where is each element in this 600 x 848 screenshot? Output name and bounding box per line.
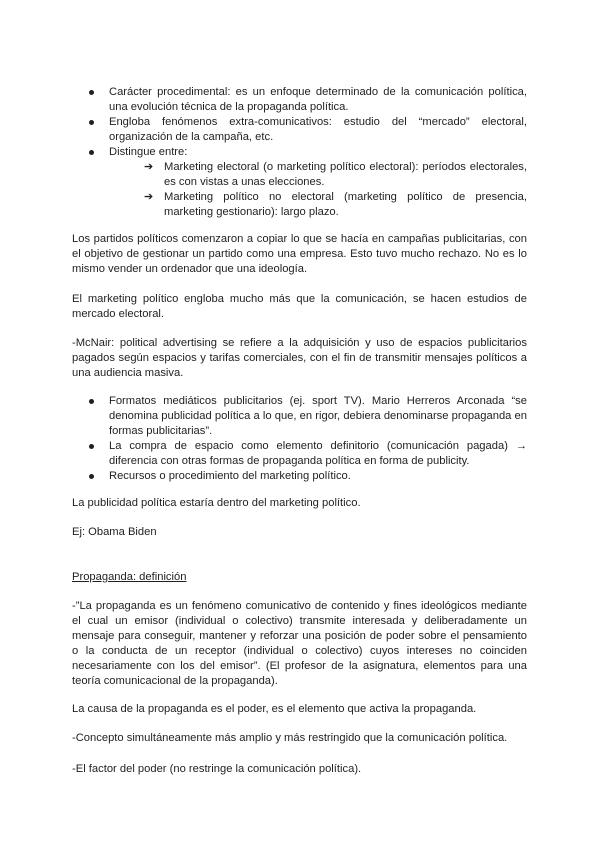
paragraph: -Concepto simultáneamente más amplio y más restringido que la comunicación política.	[72, 732, 508, 744]
arrow-right-icon: ➔	[144, 161, 154, 173]
list-item	[72, 85, 527, 115]
sub-list-item	[127, 190, 527, 220]
paragraph: Ej: Obama Biden	[72, 526, 157, 538]
list-item-text: Distingue entre:	[109, 146, 188, 158]
list-item-text: Carácter procedimental: es un enfoque determinado de la comunicación política, una evolución técnica de la propaganda política.	[109, 86, 527, 113]
section-heading: Propaganda: definición	[72, 571, 187, 583]
bullet-list-advertising	[72, 394, 527, 484]
paragraph: Los partidos políticos comenzaron a copiar lo que se hacía en campañas publicitarias, con el objetivo de gestionar un partido como una empresa. Esto tuvo mucho rechazo. No es lo mismo vender un ordenador que una ideología.	[72, 233, 527, 275]
sub-list	[109, 160, 527, 220]
list-item	[72, 145, 527, 220]
bullet-icon	[89, 120, 94, 125]
paragraph: La publicidad política estaría dentro del marketing político.	[72, 497, 361, 509]
list-item-text: La compra de espacio como elemento definitorio (comunicación pagada) → diferencia con otras formas de propaganda política en forma de publicity.	[109, 440, 527, 467]
bullet-list-marketing	[72, 85, 527, 220]
list-item-text: Formatos mediáticos publicitarios (ej. sport TV). Mario Herreros Arconada “se denomina publicidad política a lo que, en rigor, debiera denominarse propaganda en formas publicitarias”.	[109, 395, 527, 437]
sub-list-item	[127, 160, 527, 190]
sub-item-text: Marketing político no electoral (marketing político de presencia, marketing gestionario): largo plazo.	[164, 191, 527, 218]
list-item	[72, 439, 527, 469]
list-item	[72, 394, 527, 439]
arrow-right-icon: ➔	[144, 191, 154, 203]
paragraph: El marketing político engloba mucho más que la comunicación, se hacen estudios de mercado electoral.	[72, 293, 527, 320]
list-item	[72, 115, 527, 145]
paragraph: La causa de la propaganda es el poder, es el elemento que activa la propaganda.	[72, 703, 477, 715]
bullet-icon	[89, 399, 94, 404]
list-item	[72, 469, 527, 484]
paragraph: -El factor del poder (no restringe la comunicación política).	[72, 763, 362, 775]
list-item-text: Engloba fenómenos extra-comunicativos: estudio del “mercado” electoral, organización de la campaña, etc.	[109, 116, 527, 143]
paragraph: -McNair: political advertising se refiere a la adquisición y uso de espacios publicitarios pagados según espacios y tarifas comerciales, con el fin de transmitir mensajes políticos a una audiencia masiva.	[72, 337, 527, 379]
bullet-icon	[89, 90, 94, 95]
list-item-text: Recursos o procedimiento del marketing político.	[109, 470, 351, 482]
paragraph: -”La propaganda es un fenómeno comunicativo de contenido y fines ideológicos mediante el cual un emisor (individual o colectivo) transmite interesada y deliberadamente un mensaje para conseguir, mantener y reforzar una posición de poder sobre el pensamiento o la conducta de un receptor (individual o colectivo) cuyos intereses no coinciden necesariamente con los del emisor”. (El profesor de la asignatura, elementos para una teoría comunicacional de la propaganda).	[72, 600, 527, 687]
sub-item-text: Marketing electoral (o marketing político electoral): períodos electorales, es con vistas a unas elecciones.	[164, 161, 527, 188]
bullet-icon	[89, 150, 94, 155]
bullet-icon	[89, 444, 94, 449]
bullet-icon	[89, 474, 94, 479]
